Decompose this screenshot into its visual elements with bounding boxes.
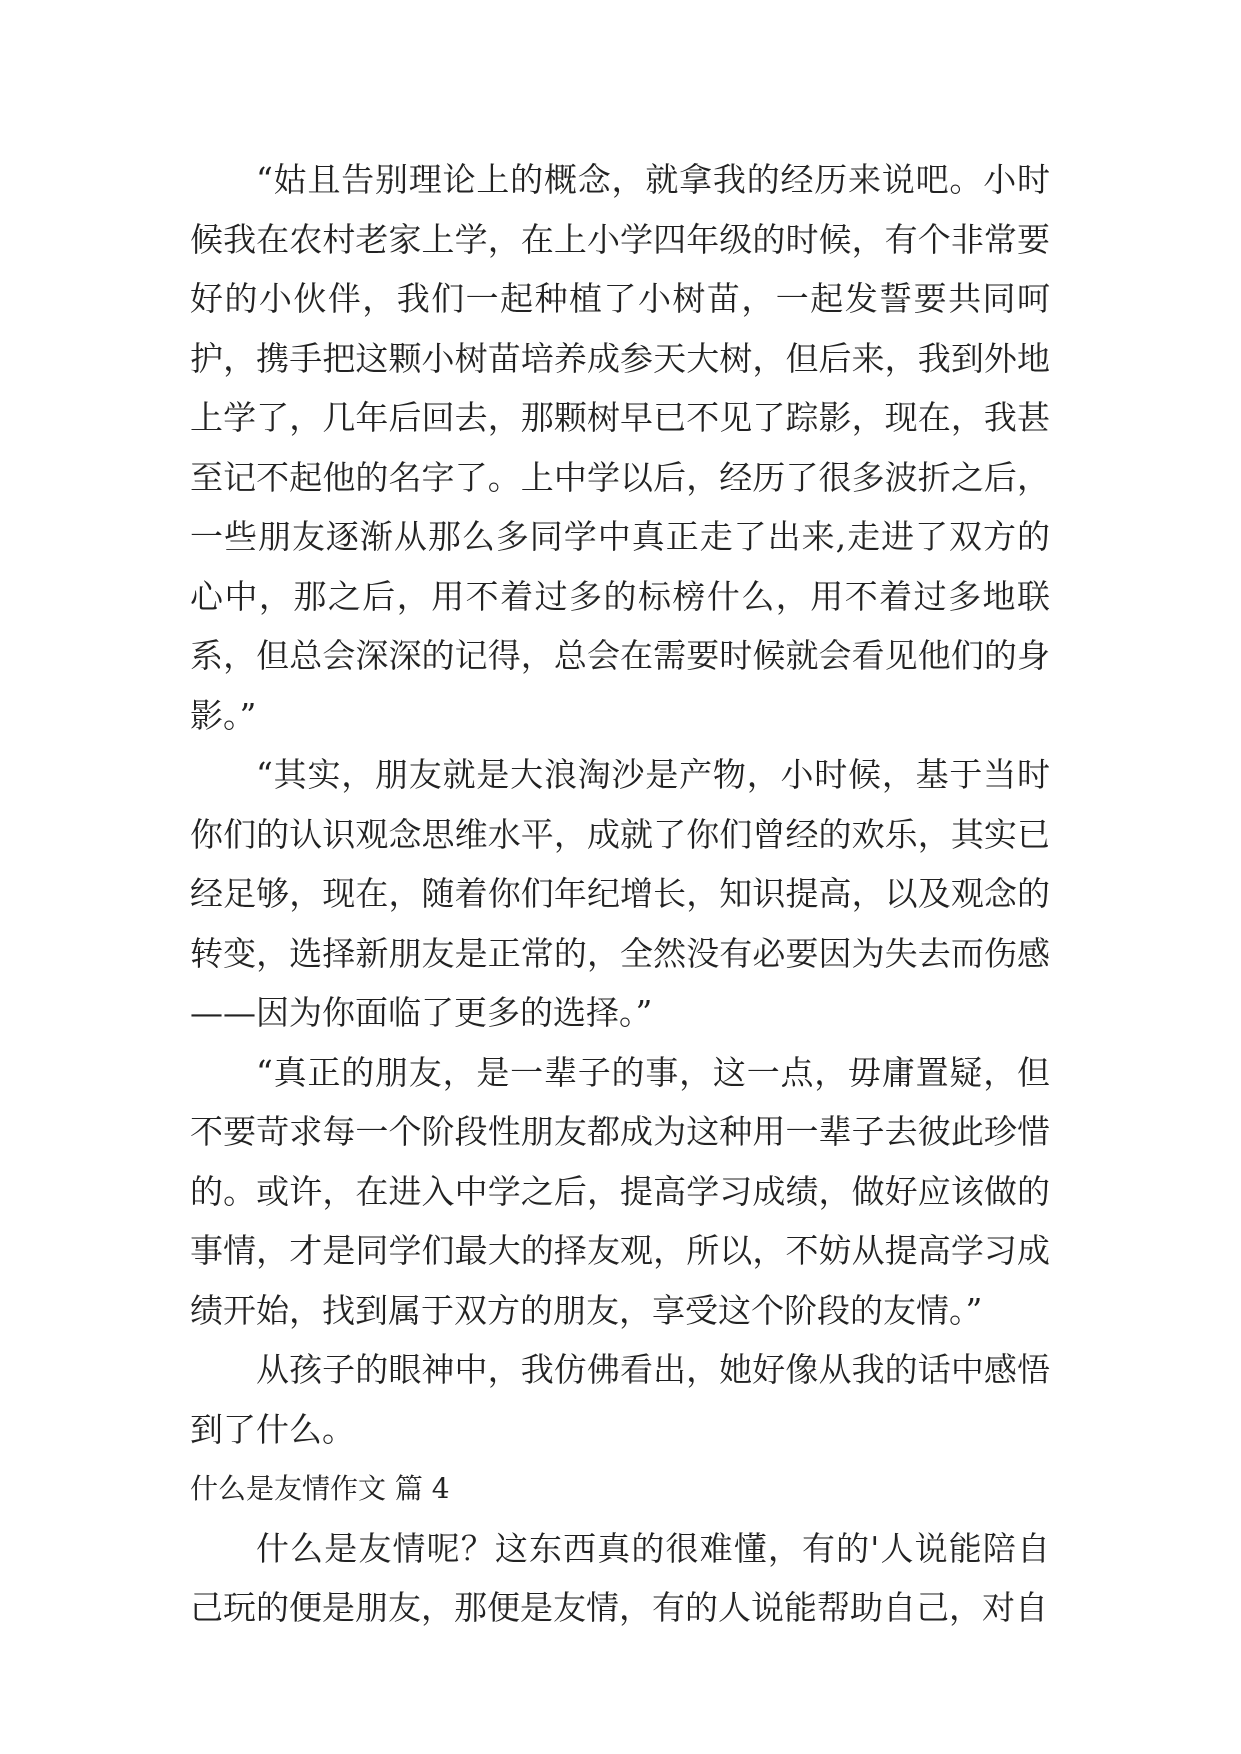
document-body: [190, 150, 1050, 1638]
paragraph-4: 从孩子的眼神中，我仿佛看出，她好像从我的话中感悟到了什么。: [190, 1350, 1050, 1449]
paragraph-2: “其实，朋友就是大浪淘沙是产物，小时候，基于当时你们的认识观念思维水平，成就了你们曾经的欢乐，其实已经足够，现在，随着你们年纪增长，知识提高，以及观念的转变，选择新朋友是正常的，全然没有必要因为失去而伤感——因为你面临了更多的选择。”: [190, 755, 1050, 1032]
paragraph-5: 什么是友情呢？这东西真的很难懂，有的'人说能陪自己玩的便是朋友，那便是友情，有的人说能帮助自己，对自: [190, 1528, 1050, 1627]
section-heading: 什么是友情作文 篇 4: [190, 1472, 450, 1505]
paragraph-3: “真正的朋友，是一辈子的事，这一点，毋庸置疑，但不要苛求每一个阶段性朋友都成为这种用一辈子去彼此珍惜的。或许，在进入中学之后，提高学习成绩，做好应该做的事情，才是同学们最大的择友观，所以，不妨从提高学习成绩开始，找到属于双方的朋友，享受这个阶段的友情。”: [190, 1052, 1050, 1330]
paragraph-1: “姑且告别理论上的概念，就拿我的经历来说吧。小时候我在农村老家上学，在上小学四年级的时候，有个非常要好的小伙伴，我们一起种植了小树苗，一起发誓要共同呵护，携手把这颗小树苗培养成参天大树，但后来，我到外地上学了，几年后回去，那颗树早已不见了踪影，现在，我甚至记不起他的名字了。上中学以后，经历了很多波折之后，一些朋友逐渐从那么多同学中真正走了出来,走进了双方的心中，那之后，用不着过多的标榜什么，用不着过多地联系，但总会深深的记得，总会在需要时候就会看见他们的身影。”: [190, 160, 1050, 735]
